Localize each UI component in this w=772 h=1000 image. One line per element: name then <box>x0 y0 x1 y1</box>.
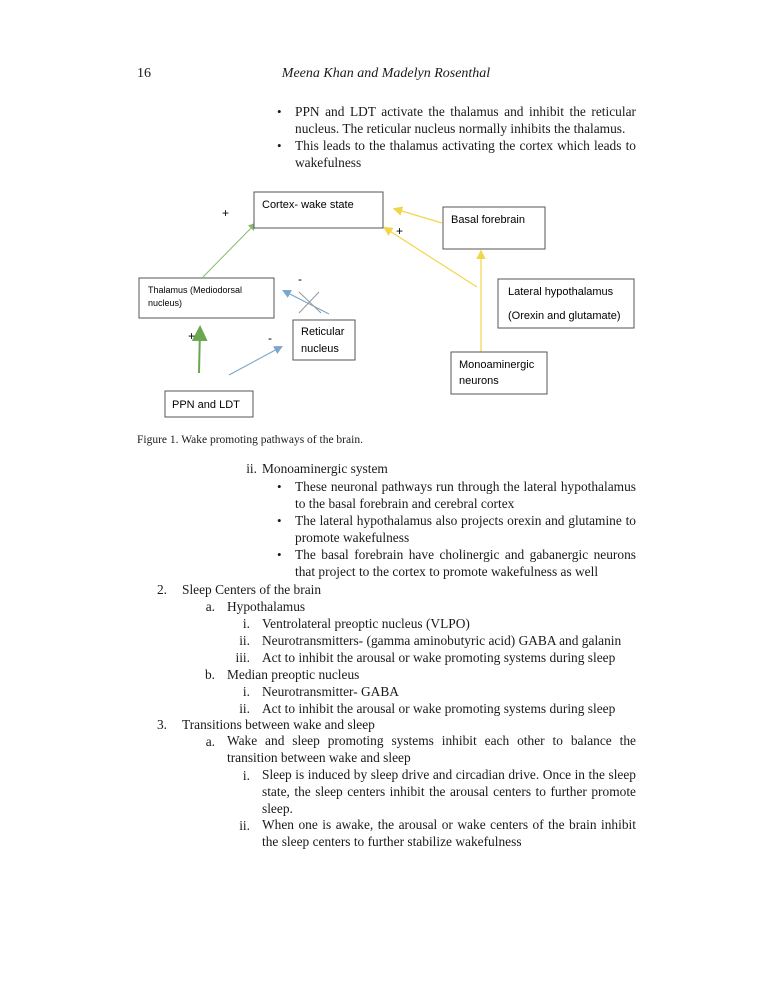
subheading-median-preoptic: Median preoptic nucleus <box>227 667 360 682</box>
box-cortex <box>254 192 383 228</box>
box-basal-forebrain <box>443 207 545 249</box>
box-thalamus <box>139 278 274 318</box>
paragraph: Sleep is induced by sleep drive and circadian drive. Once in the sleep state, the sleep centers inhibit the arousal centers to further promote sleep. <box>262 767 636 816</box>
list-marker: a. <box>205 734 215 749</box>
list-item: Neurotransmitter- GABA <box>262 684 399 699</box>
list-item: Ventrolateral preoptic nucleus (VLPO) <box>262 616 470 631</box>
list-marker: ii. <box>239 701 250 716</box>
monoaminergic-bullet-list <box>275 478 636 580</box>
list-marker: i. <box>242 768 250 783</box>
box-lateral-hypothalamus-label-line1: Lateral hypothalamus <box>508 286 614 298</box>
paragraph: When one is awake, the arousal or wake centers of the brain inhibit the sleep centers to further stabilize wakefulness <box>262 817 636 849</box>
arrow-ppn-to-reticular <box>229 347 281 375</box>
box-basal-forebrain-label: Basal forebrain <box>451 214 525 226</box>
box-ppn-ldt-label: PPN and LDT <box>172 399 240 411</box>
list-marker: b. <box>204 667 215 682</box>
section-heading-monoaminergic: Monoaminergic system <box>262 461 388 476</box>
box-reticular-label-line2: nucleus <box>301 343 339 355</box>
page-number: 16 <box>137 66 151 81</box>
list-marker: a. <box>205 599 215 614</box>
list-item: • The lateral hypothalamus also projects orexin and glutamine to promote wakefulness <box>275 512 636 546</box>
list-marker: ii. <box>246 461 257 476</box>
list-marker: ii. <box>239 633 250 648</box>
box-monoaminergic-label-line2: neurons <box>459 375 499 387</box>
section-heading-transitions: Transitions between wake and sleep <box>182 717 375 732</box>
arrow-ppn-to-thalamus <box>199 329 200 373</box>
box-reticular-nucleus <box>293 320 355 360</box>
sign-reticular-to-thalamus: - <box>298 272 302 286</box>
running-head-authors: Meena Khan and Madelyn Rosenthal <box>281 66 491 81</box>
arrow-thalamus-to-cortex <box>203 224 255 277</box>
list-marker: 3. <box>156 717 167 732</box>
list-marker: iii. <box>235 650 250 665</box>
paragraph: Wake and sleep promoting systems inhibit each other to balance the transition between wake and sleep <box>227 733 636 765</box>
box-ppn-ldt <box>165 391 253 417</box>
list-item: • The basal forebrain have cholinergic and gabanergic neurons that project to the cortex to promote wakefulness as well <box>275 546 636 580</box>
box-cortex-label: Cortex- wake state <box>262 199 354 211</box>
list-item: • These neuronal pathways run through the lateral hypothalamus to the basal forebrain and cerebral cortex <box>275 478 636 512</box>
list-item: Act to inhibit the arousal or wake promoting systems during sleep <box>262 701 616 716</box>
box-monoaminergic-neurons <box>451 352 547 394</box>
list-item: • PPN and LDT activate the thalamus and inhibit the reticular nucleus. The reticular nucleus normally inhibits the thalamus. <box>275 103 636 137</box>
box-thalamus-label-line1: Thalamus (Mediodorsal <box>148 285 243 295</box>
list-marker: i. <box>242 616 250 631</box>
sign-thalamus-to-cortex: + <box>222 206 230 220</box>
subheading-hypothalamus: Hypothalamus <box>227 599 306 614</box>
list-item: Act to inhibit the arousal or wake promoting systems during sleep <box>262 650 616 665</box>
figure-caption: Figure 1. Wake promoting pathways of the brain. <box>137 434 363 446</box>
wake-pathways-diagram <box>0 0 772 440</box>
list-marker: ii. <box>239 818 250 833</box>
box-lateral-hypothalamus-label-line2: (Orexin and glutamate) <box>508 310 621 322</box>
box-thalamus-label-line2: nucleus) <box>148 298 183 308</box>
box-monoaminergic-label-line1: Monoaminergic <box>459 359 535 371</box>
list-marker: i. <box>242 684 250 699</box>
sign-forebrain-to-cortex: + <box>396 224 404 238</box>
box-lateral-hypothalamus <box>498 279 634 328</box>
list-marker: 2. <box>156 582 167 597</box>
arrow-forebrain-to-cortex <box>395 209 442 223</box>
list-item: Neurotransmitters- (gamma aminobutyric acid) GABA and galanin <box>262 633 622 648</box>
sign-ppn-to-thalamus: + <box>188 329 196 343</box>
list-item: • This leads to the thalamus activating the cortex which leads to wakefulness <box>275 137 636 171</box>
sign-ppn-to-reticular: - <box>268 331 272 345</box>
section-heading-sleep-centers: Sleep Centers of the brain <box>182 582 322 597</box>
arrow-reticular-to-thalamus <box>284 291 329 314</box>
box-reticular-label-line1: Reticular <box>301 326 345 338</box>
